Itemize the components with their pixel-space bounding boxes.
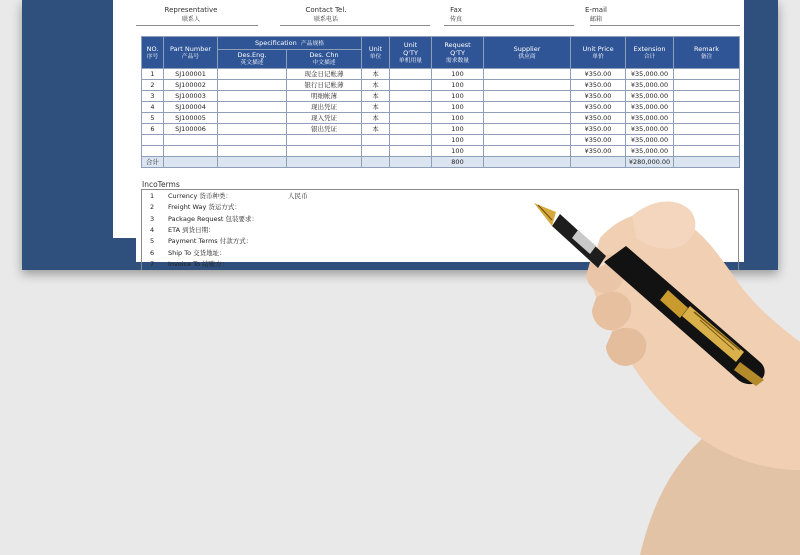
table-row [142, 91, 740, 102]
cell-unit-price: ¥350.00 [571, 91, 626, 102]
table-row [142, 113, 740, 124]
cell-no: 1 [142, 69, 164, 80]
col-des-chn-cn: 中文描述 [312, 60, 336, 66]
col-supplier-en: Supplier [513, 44, 541, 53]
col-unit-price-en: Unit Price [582, 44, 614, 53]
cell-request-qty: 100 [432, 69, 484, 80]
cell-unit-qty [390, 69, 432, 80]
cell-extension: ¥35,000.00 [626, 124, 674, 135]
contact-tel-line [280, 25, 430, 26]
col-remark-en: Remark [694, 44, 719, 53]
cell-extension: ¥35,000.00 [626, 91, 674, 102]
cell-supplier [484, 146, 571, 157]
email-field [566, 6, 626, 24]
representative-label: Representative [164, 6, 218, 14]
order-table [141, 36, 740, 168]
cell-remark [674, 135, 740, 146]
email-label-cn: 邮箱 [589, 16, 602, 23]
col-unit-qty [390, 37, 432, 69]
cell-remark [674, 69, 740, 80]
cell-unit-price: ¥350.00 [571, 102, 626, 113]
cell-part: SJ100001 [164, 69, 218, 80]
col-specification-cn: 产品规格 [300, 40, 325, 47]
col-unit-price [571, 37, 626, 69]
cell-unit-qty [390, 113, 432, 124]
email-line [590, 25, 740, 26]
cell-unit: 本 [362, 124, 390, 135]
incoterm-label: Currency 货币种类： [168, 192, 232, 200]
cell-supplier [484, 124, 571, 135]
cell-supplier [484, 102, 571, 113]
cell-des-chn: 银行日记帐薄 [287, 80, 362, 91]
cell-no: 6 [142, 124, 164, 135]
col-supplier [484, 37, 571, 69]
cell-part: SJ100004 [164, 102, 218, 113]
total-empty-cell [362, 157, 390, 168]
col-part-number [164, 37, 218, 69]
incoterm-label: ETA 到货日期： [168, 225, 215, 234]
cell-des-chn: 银出凭证 [287, 124, 362, 135]
cell-unit-qty [390, 91, 432, 102]
cell-unit-qty [390, 146, 432, 157]
cell-no: 5 [142, 113, 164, 124]
cell-unit-price: ¥350.00 [571, 124, 626, 135]
col-unit-qty-en2: Q'TY [403, 48, 418, 57]
col-remark-cn: 备注 [700, 53, 713, 60]
cell-unit-price: ¥350.00 [571, 135, 626, 146]
incoterm-number: 1 [150, 192, 155, 200]
cell-des-eng [218, 102, 287, 113]
cell-des-chn [287, 135, 362, 146]
col-extension-en: Extension [633, 44, 666, 53]
cell-no: 3 [142, 91, 164, 102]
cell-remark [674, 91, 740, 102]
col-des-eng-cn: 英文描述 [240, 60, 264, 66]
cell-request-qty: 100 [432, 135, 484, 146]
incoterm-number: 4 [150, 225, 155, 234]
cell-des-eng [218, 135, 287, 146]
cell-no: 2 [142, 80, 164, 91]
table-row [142, 124, 740, 135]
cell-extension: ¥35,000.00 [626, 102, 674, 113]
fax-field [426, 6, 486, 24]
cell-no [142, 146, 164, 157]
cell-part: SJ100006 [164, 124, 218, 135]
email-label: E-mail [585, 6, 607, 14]
cell-part: SJ100002 [164, 80, 218, 91]
cell-des-chn: 现入凭证 [287, 113, 362, 124]
cell-part [164, 146, 218, 157]
total-request-qty: 800 [432, 157, 484, 168]
col-request-qty-en: Request [444, 40, 471, 49]
fountain-pen-in-hand-icon [500, 180, 800, 555]
cell-unit: 本 [362, 102, 390, 113]
col-supplier-cn: 供应商 [518, 53, 536, 60]
fax-label-cn: 传真 [449, 16, 462, 23]
representative-field [146, 6, 236, 24]
total-extension: ¥280,000.00 [626, 157, 674, 168]
cell-des-chn [287, 146, 362, 157]
cell-unit-price: ¥350.00 [571, 69, 626, 80]
cell-supplier [484, 113, 571, 124]
col-unit-qty-cn: 单机用量 [398, 57, 423, 64]
incoterm-number: 5 [150, 237, 155, 246]
incoterm-number: 7 [150, 259, 155, 268]
cell-remark [674, 146, 740, 157]
cell-unit-qty [390, 135, 432, 146]
cell-unit-price: ¥350.00 [571, 80, 626, 91]
total-empty-cell [484, 157, 571, 168]
cell-extension: ¥35,000.00 [626, 135, 674, 146]
incoterm-number: 3 [150, 214, 155, 223]
col-specification-en: Specification [254, 38, 297, 47]
cell-unit: 本 [362, 91, 390, 102]
col-part-number-cn: 产品号 [181, 53, 200, 60]
cell-request-qty: 100 [432, 113, 484, 124]
cell-remark [674, 102, 740, 113]
representative-label-cn: 联系人 [181, 16, 200, 23]
cell-supplier [484, 135, 571, 146]
table-row [142, 80, 740, 91]
cell-extension: ¥35,000.00 [626, 146, 674, 157]
cell-request-qty: 100 [432, 146, 484, 157]
total-empty-cell [287, 157, 362, 168]
cell-extension: ¥35,000.00 [626, 80, 674, 91]
cell-unit: 本 [362, 80, 390, 91]
col-des-chn [287, 50, 362, 69]
cell-des-eng [218, 80, 287, 91]
col-request-qty-cn: 需求数量 [445, 57, 470, 64]
representative-line [136, 25, 258, 26]
cell-unit [362, 135, 390, 146]
total-empty-cell [674, 157, 740, 168]
col-extension [626, 37, 674, 69]
cell-unit-price: ¥350.00 [571, 146, 626, 157]
incoterm-label: Payment Terms 付款方式： [168, 237, 253, 246]
col-unit [362, 37, 390, 69]
total-empty-cell [571, 157, 626, 168]
total-label: 合计 [142, 157, 164, 168]
cell-supplier [484, 80, 571, 91]
cell-des-chn: 明细帐薄 [287, 91, 362, 102]
cell-request-qty: 100 [432, 102, 484, 113]
col-unit-qty-en: Unit [403, 40, 418, 49]
total-empty-cell [390, 157, 432, 168]
cell-part: SJ100003 [164, 91, 218, 102]
col-unit-cn: 单位 [369, 53, 382, 60]
cell-unit: 本 [362, 69, 390, 80]
cell-supplier [484, 91, 571, 102]
contact-info-row [136, 6, 744, 28]
cell-unit-qty [390, 124, 432, 135]
table-row [142, 146, 740, 157]
cell-extension: ¥35,000.00 [626, 113, 674, 124]
incoterm-label: Invoice To 结账方： [168, 259, 229, 268]
cell-des-eng [218, 113, 287, 124]
col-no-en: NO. [146, 44, 159, 53]
incoterm-number: 6 [150, 248, 155, 257]
fax-label: Fax [450, 6, 462, 14]
cell-request-qty: 100 [432, 80, 484, 91]
cell-unit [362, 146, 390, 157]
fax-line [444, 25, 574, 26]
cell-des-chn: 现出凭证 [287, 102, 362, 113]
table-row [142, 102, 740, 113]
col-specification [218, 37, 362, 50]
contact-tel-field [281, 6, 371, 24]
incoterm-value: 人民币 [288, 192, 308, 200]
cell-des-eng [218, 146, 287, 157]
cell-no [142, 135, 164, 146]
col-des-eng [218, 50, 287, 69]
col-des-chn-en: Des. Chn [309, 51, 339, 59]
order-table-body [142, 69, 740, 168]
total-row [142, 157, 740, 168]
total-empty-cell [164, 157, 218, 168]
col-extension-cn: 合计 [643, 53, 656, 60]
cell-request-qty: 100 [432, 124, 484, 135]
incoterms-title: IncoTerms [142, 180, 180, 189]
cell-des-eng [218, 91, 287, 102]
contact-tel-label-cn: 联系电话 [313, 16, 338, 23]
col-des-eng-en: Des.Eng. [237, 51, 267, 59]
incoterm-label: Package Request 包装要求： [168, 214, 258, 223]
cell-no: 4 [142, 102, 164, 113]
cell-unit-qty [390, 102, 432, 113]
incoterm-label: Freight Way 货运方式： [168, 203, 241, 212]
total-empty-cell [218, 157, 287, 168]
table-row [142, 69, 740, 80]
cell-part: SJ100005 [164, 113, 218, 124]
incoterm-number: 2 [150, 203, 155, 212]
col-request-qty [432, 37, 484, 69]
cell-unit-price: ¥350.00 [571, 113, 626, 124]
cell-supplier [484, 69, 571, 80]
cell-des-eng [218, 69, 287, 80]
col-unit-price-cn: 单价 [592, 53, 604, 60]
cell-remark [674, 124, 740, 135]
col-no-cn: 序号 [146, 53, 159, 60]
col-no [142, 37, 164, 69]
cell-extension: ¥35,000.00 [626, 69, 674, 80]
col-part-number-en: Part Number [169, 44, 211, 53]
col-remark [674, 37, 740, 69]
table-row [142, 135, 740, 146]
cell-request-qty: 100 [432, 91, 484, 102]
cell-des-eng [218, 124, 287, 135]
cell-des-chn: 现金日记帐薄 [287, 69, 362, 80]
cell-part [164, 135, 218, 146]
col-request-qty-en2: Q'TY [450, 48, 465, 57]
incoterm-label: Ship To 交货地址： [168, 248, 226, 257]
cell-unit: 本 [362, 113, 390, 124]
cell-remark [674, 113, 740, 124]
cell-unit-qty [390, 80, 432, 91]
contact-tel-label: Contact Tel. [305, 6, 347, 14]
col-unit-en: Unit [368, 44, 383, 53]
cell-remark [674, 80, 740, 91]
